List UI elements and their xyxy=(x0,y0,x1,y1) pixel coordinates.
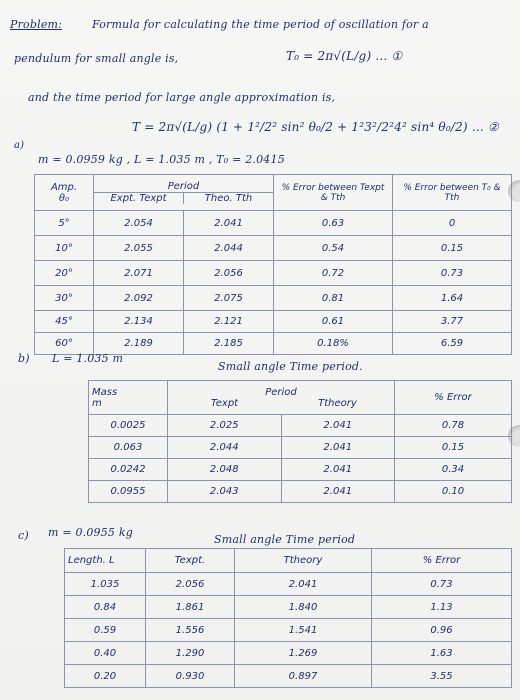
part-a-label: a) xyxy=(14,140,25,151)
part-c-params: m = 0.0955 kg xyxy=(48,526,133,539)
header-error: % Error xyxy=(395,381,512,415)
table-row: 0.0025 2.025 2.041 0.78 xyxy=(89,415,512,437)
part-c-label: c) xyxy=(18,529,29,542)
part-b-params: L = 1.035 m xyxy=(52,352,124,365)
header-mass: Mass m xyxy=(89,381,168,415)
problem-line-2: pendulum for small angle is, xyxy=(14,52,179,65)
table-row: 30° 2.092 2.075 0.81 1.64 xyxy=(35,286,512,311)
header-ttheory: Ttheory xyxy=(318,397,357,409)
equation-large-angle: T = 2π√(L/g) (1 + 1²/2² sin² θ₀/2 + 1²3²/2²4² sin⁴ θ₀/2) ... ② xyxy=(132,120,499,134)
table-row: 45° 2.134 2.121 0.61 3.77 xyxy=(35,311,512,333)
header-period: Period Expt. Texpt Theo. Tth xyxy=(94,175,274,211)
table-row: 0.063 2.044 2.041 0.15 xyxy=(89,437,512,459)
header-texpt: Texpt xyxy=(210,397,239,409)
table-row: 0.59 1.556 1.541 0.96 xyxy=(65,619,512,642)
table-row: 20° 2.071 2.056 0.72 0.73 xyxy=(35,261,512,286)
table-part-b xyxy=(88,380,512,503)
problem-label: Problem: xyxy=(10,18,63,31)
table-row: 0.40 1.290 1.269 1.63 xyxy=(65,642,512,665)
part-c-title: Small angle Time period xyxy=(214,533,356,546)
header-period: Period Texpt Ttheory xyxy=(168,381,395,415)
table-row: 10° 2.055 2.044 0.54 0.15 xyxy=(35,236,512,261)
header-error-expt-theo: % Error between Texpt & Tth xyxy=(274,175,393,211)
header-error: % Error xyxy=(372,549,512,573)
part-a-params: m = 0.0959 kg , L = 1.035 m , T₀ = 2.0415 xyxy=(38,153,285,166)
problem-line-3: and the time period for large angle approximation is, xyxy=(28,91,336,104)
header-length: Length. L xyxy=(65,549,146,573)
table-row: 5° 2.054 2.041 0.63 0 xyxy=(35,211,512,236)
table-row: 0.84 1.861 1.840 1.13 xyxy=(65,596,512,619)
part-b-label: b) xyxy=(18,352,30,365)
table-row: 1.035 2.056 2.041 0.73 xyxy=(65,573,512,596)
header-texpt: Texpt. xyxy=(146,549,235,573)
table-part-a xyxy=(34,174,512,355)
problem-line-1: Formula for calculating the time period of oscillation for a xyxy=(92,18,429,31)
table-row: 60° 2.189 2.185 0.18% 6.59 xyxy=(35,333,512,355)
equation-small-angle: T₀ = 2π√(L/g) ... ① xyxy=(286,49,403,63)
header-ttheory: Ttheory xyxy=(235,549,372,573)
table-row: 0.0242 2.048 2.041 0.34 xyxy=(89,459,512,481)
header-amp: Amp. θ₀ xyxy=(35,175,94,211)
table-part-c xyxy=(64,548,512,688)
header-error-t0-theo: % Error between T₀ & Tth xyxy=(393,175,512,211)
part-b-title: Small angle Time period. xyxy=(218,360,363,373)
table-row: 0.0955 2.043 2.041 0.10 xyxy=(89,481,512,503)
header-expt: Expt. Texpt xyxy=(94,193,184,204)
table-row: 0.20 0.930 0.897 3.55 xyxy=(65,665,512,688)
header-theo: Theo. Tth xyxy=(204,193,253,204)
